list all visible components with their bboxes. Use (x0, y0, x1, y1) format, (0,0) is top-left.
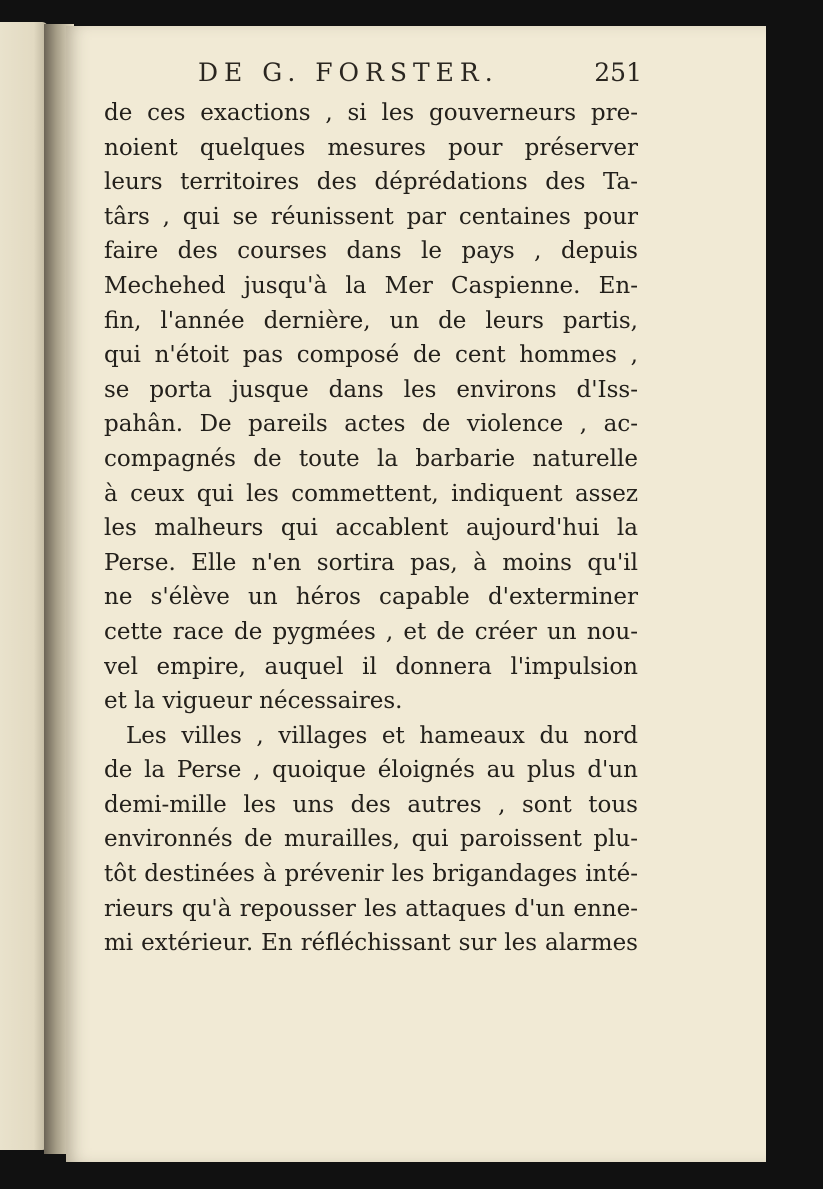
text-line: Mechehed jusqu'à la Mer Caspienne. En- (104, 272, 638, 299)
page-number: 251 (594, 58, 642, 87)
text-line: cette race de pygmées , et de créer un nou- (104, 618, 638, 645)
text-line: qui n'étoit pas composé de cent hommes , (104, 342, 638, 369)
paragraph-start-line: Les villes , villages et hameaux du nord (126, 722, 638, 749)
text-line: leurs territoires des déprédations des Ta- (104, 169, 638, 196)
text-line: demi-mille les uns des autres , sont tous (104, 791, 638, 818)
running-head-title: DE G. FORSTER. (198, 58, 499, 87)
text-line: rieurs qu'à repousser les attaques d'un enne- (104, 895, 638, 922)
text-line: et la vigueur nécessaires. (104, 688, 403, 715)
text-line: noient quelques mesures pour préserver (104, 134, 638, 161)
text-line: compagnés de toute la barbarie naturelle (104, 445, 638, 472)
text-line: tôt destinées à prévenir les brigandages inté- (104, 861, 638, 888)
text-line: les malheurs qui accablent aujourd'hui la (104, 515, 638, 542)
text-line: faire des courses dans le pays , depuis (104, 238, 638, 265)
text-line: ne s'élève un héros capable d'exterminer (104, 584, 638, 611)
text-line: à ceux qui les commettent, indiquent assez (104, 480, 638, 507)
facing-page-edge (0, 22, 48, 1150)
text-line: de ces exactions , si les gouverneurs pre- (104, 100, 638, 126)
text-line: se porta jusque dans les environs d'Iss- (104, 376, 638, 403)
text-line: mi extérieur. En réfléchissant sur les alarmes (104, 930, 638, 957)
text-line: environnés de murailles, qui paroissent plu- (104, 826, 638, 853)
text-body (104, 96, 638, 961)
text-line: târs , qui se réunissent par centaines pour (104, 203, 638, 230)
text-line: vel empire, auquel il donnera l'impulsion (104, 653, 638, 680)
running-head (198, 58, 642, 92)
text-line: de la Perse , quoique éloignés au plus d'un (104, 757, 638, 784)
text-line: pahân. De pareils actes de violence , ac- (104, 411, 638, 438)
text-line: fin, l'année dernière, un de leurs partis, (104, 307, 638, 334)
text-line: Perse. Elle n'en sortira pas, à moins qu'il (104, 549, 638, 576)
